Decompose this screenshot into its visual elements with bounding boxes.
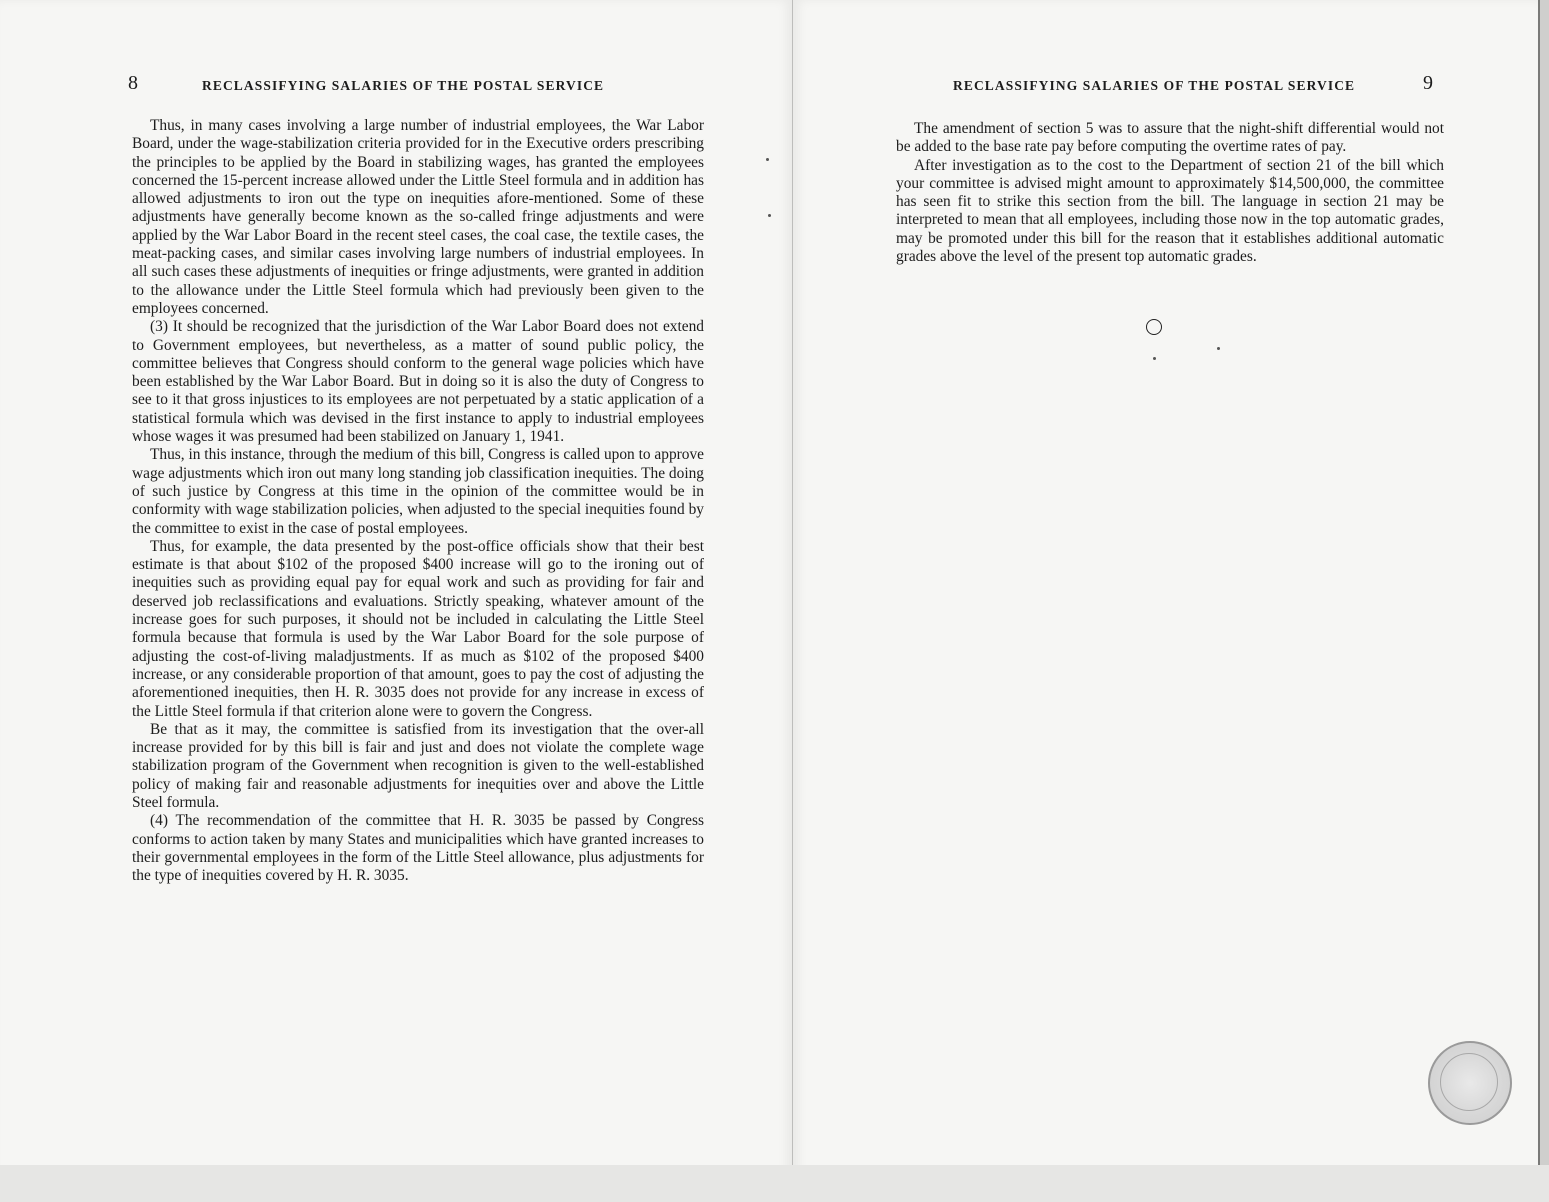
page-number: 9 [1423, 72, 1433, 94]
running-head-title: RECLASSIFYING SALARIES OF THE POSTAL SERVICE [202, 78, 605, 93]
running-head-title: RECLASSIFYING SALARIES OF THE POSTAL SERVICE [953, 78, 1356, 93]
paragraph: The amendment of section 5 was to assure that the night-shift differential would not be added to the base rate pay before computing the overtime rates of pay. [896, 120, 1444, 156]
end-of-text-circle-icon [1146, 319, 1162, 335]
paper-speck [1153, 357, 1156, 360]
paragraph: Thus, for example, the data presented by the post-office officials show that their best estimate is that about $102 of the proposed $400 increase will go to the ironing out of inequities such as providing equal pay for equal work and such as providing for fair and deserved job reclassifications and evaluations. Strictly speaking, whatever amount of the increase goes for such purposes, it should not be included in calculating the Little Steel formula because that formula is used by the War Labor Board for the sole purpose of adjusting the cost-of-living maladjustments. If as much as $102 of the proposed $400 increase, or any considerable proportion of that amount, goes to pay the cost of adjusting the aforementioned inequities, then H. R. 3035 does not provide for any increase in excess of the Little Steel formula if that criterion alone were to govern the Congress. [132, 537, 704, 720]
right-page-body [896, 120, 1444, 266]
paragraph: Be that as it may, the committee is satisfied from its investigation that the over-all increase provided for by this bill is fair and just and does not violate the complete wage stabilization program of the Government when recognition is given to the well-established policy of making fair and reasonable adjustments for inequities over and above the Little Steel formula. [132, 720, 704, 811]
paper-speck [768, 214, 771, 217]
left-page-body [132, 117, 704, 885]
paragraph: (3) It should be recognized that the jurisdiction of the War Labor Board does not extend to Government employees, but nevertheless, as a matter of sound public policy, the committee believes that Congress should conform to the general wage policies which have been established by the War Labor Board. But in doing so it is also the duty of Congress to see to it that gross injustices to its employees are not perpetuated by a static application of a statistical formula which was devised in the first instance to apply to industrial employees whose wages it was presumed had been stabilized on January 1, 1941. [132, 318, 704, 446]
right-running-header [953, 72, 1453, 98]
scan-bottom-margin [0, 1165, 1549, 1202]
page-number: 8 [128, 72, 138, 94]
paragraph: Thus, in many cases involving a large number of industrial employees, the War Labor Board, under the wage-stabilization criteria provided for in the Executive orders prescribing the principles to be applied by the Board in stabilizing wages, has granted the employees concerned the 15-percent increase allowed under the Little Steel formula and in addition has allowed adjustments to iron out the type on inequities afore-mentioned. Some of these adjustments have generally become known as the so-called fringe adjustments and were applied by the War Labor Board in the recent steel cases, the coal case, the textile cases, the meat-packing cases, and similar cases involving large numbers of industrial employees. In all such cases these adjustments of inequities or fringe adjustments, were granted in addition to the allowance under the Little Steel formula which had previously been given to the employees concerned. [132, 117, 704, 317]
paragraph: Thus, in this instance, through the medium of this bill, Congress is called upon to approve wage adjustments which iron out many long standing job classification inequities. The doing of such justice by Congress at this time in the opinion of the committee would be in conformity with wage stabilization policies, when adjusted to the special inequities found by the committee to exist in the case of postal employees. [132, 446, 704, 537]
paper-speck [766, 158, 769, 161]
paragraph: (4) The recommendation of the committee that H. R. 3035 be passed by Congress conforms to action taken by many States and municipalities which have granted increases to their governmental employees in the form of the Little Steel allowance, plus adjustments for the type of inequities covered by H. R. 3035. [132, 812, 704, 885]
paper-speck [1217, 347, 1220, 350]
seal-inner-ring [1440, 1053, 1498, 1111]
paragraph: After investigation as to the cost to the Department of section 21 of the bill which your committee is advised might amount to approximately $14,500,000, the committee has seen fit to strike this section from the bill. The language in section 21 may be interpreted to mean that all employees, including those now in the top automatic grades, may be promoted under this bill for the reason that it establishes additional automatic grades above the level of the present top automatic grades. [896, 156, 1444, 266]
page-edge [1538, 0, 1549, 1202]
library-seal-stamp [1428, 1041, 1512, 1125]
left-running-header [128, 72, 688, 98]
right-page [793, 0, 1538, 1190]
